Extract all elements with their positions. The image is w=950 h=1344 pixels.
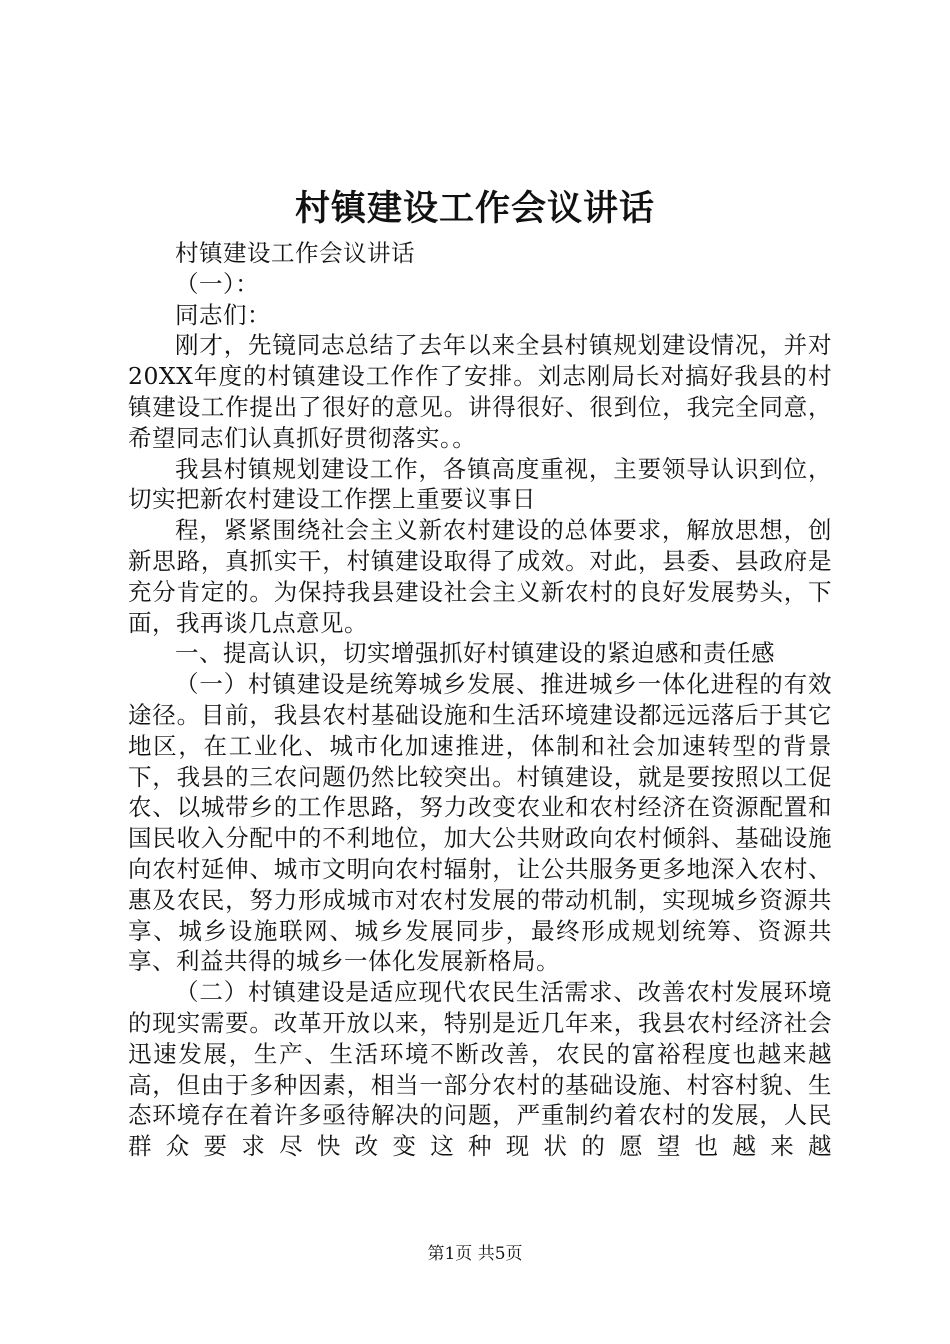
page-number: 第1页 共5页 [427, 1244, 523, 1264]
paragraph-achievements: 程，紧紧围绕社会主义新农村建设的总体要求，解放思想，创新思路，真抓实干，村镇建设取得了成效。对此，县委、县政府是充分肯定的。为保持我县建设社会主义新农村的良好发展势头，下面，我再谈几点意见。 [128, 516, 832, 637]
paragraph-subtitle: 村镇建设工作会议讲话 [175, 239, 415, 267]
paragraph-point-2: （二）村镇建设是适应现代农民生活需求、改善农村发展环境的现实需要。改革开放以来，特别是近几年来，我县农村经济社会迅速发展，生产、生活环境不断改善，农民的富裕程度也越来越高，但由于多种因素，相当一部分农村的基础设施、村容村貌、生态环境存在着许多亟待解决的问题，严重制约着农村的发展，人民群众要求尽快改变这种现状的愿望也越来越 [128, 978, 832, 1161]
paragraph-salutation: 同志们： [175, 300, 271, 329]
paragraph-point-1: （一）村镇建设是统筹城乡发展、推进城乡一体化进程的有效途径。目前，我县农村基础设施和生活环境建设都远远落后于其它地区，在工业化、城市化加速推进，体制和社会加速转型的背景下，我县的三农问题仍然比较突出。村镇建设，就是要按照以工促农、以城带乡的工作思路，努力改变农业和农村经济在资源配置和国民收入分配中的不利地位，加大公共财政向农村倾斜、基础设施向农村延伸、城市文明向农村辐射，让公共服务更多地深入农村、惠及农民，努力形成城市对农村发展的带动机制，实现城乡资源共享、城乡设施联网、城乡发展同步，最终形成规划统筹、资源共享、利益共得的城乡一体化发展新格局。 [128, 670, 832, 976]
paragraph-section-marker: （一）： [175, 269, 260, 298]
paragraph-opening: 刚才，先镜同志总结了去年以来全县村镇规划建设情况，并对20XX年度的村镇建设工作作了安排。刘志刚局长对搞好我县的村镇建设工作提出了很好的意见。讲得很好、很到位，我完全同意，希望同志们认真抓好贯彻落实。。 [128, 331, 832, 452]
paragraph-county-work: 我县村镇规划建设工作，各镇高度重视，主要领导认识到位，切实把新农村建设工作摆上重要议事日 [128, 454, 832, 514]
document-title: 村镇建设工作会议讲话 [294, 188, 655, 229]
section-heading-1: 一、提高认识，切实增强抓好村镇建设的紧迫感和责任感 [175, 639, 775, 668]
document-body [128, 238, 832, 1162]
